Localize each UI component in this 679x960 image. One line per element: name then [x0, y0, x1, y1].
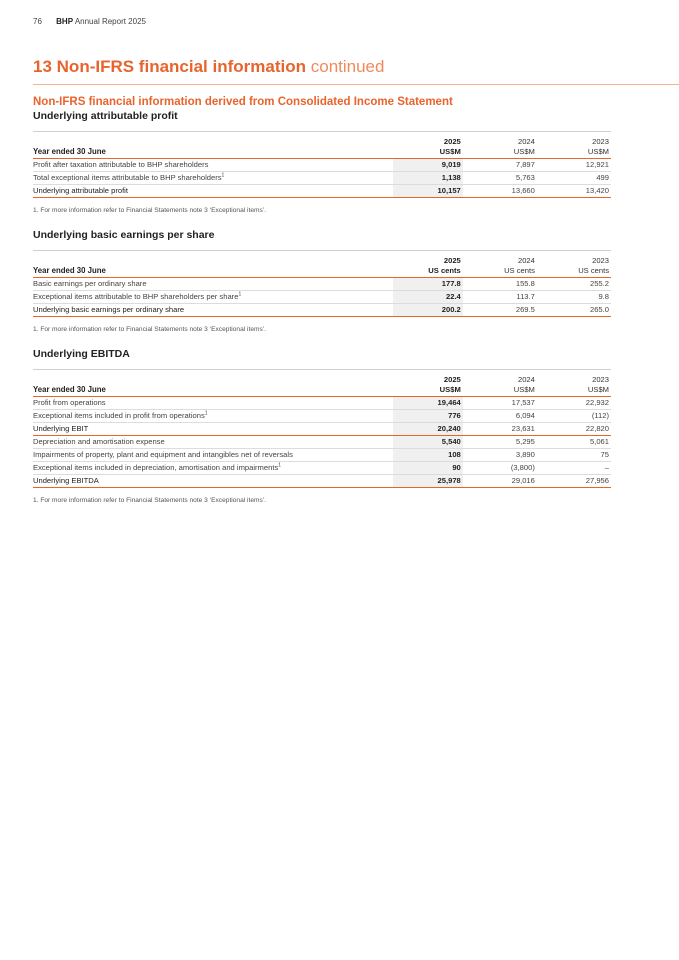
- section-title-text: Non-IFRS financial information: [56, 57, 306, 76]
- value-2023: 75: [537, 449, 611, 462]
- section-number: 13: [33, 57, 52, 76]
- page-header: [33, 17, 146, 26]
- value-2025: 90: [393, 462, 463, 475]
- total-row: [33, 304, 611, 317]
- value-2025: 177.8: [393, 278, 463, 291]
- value-2025: 1,138: [393, 172, 463, 185]
- row-label: Basic earnings per ordinary share: [33, 278, 393, 291]
- page-subtitle: Non-IFRS financial information derived from Consolidated Income Statement: [33, 96, 453, 108]
- column-label: Year ended 30 June: [33, 146, 106, 156]
- table-header-row: [33, 375, 611, 396]
- report-name: Annual Report 2025: [74, 17, 146, 26]
- value-2025: 20,240: [393, 423, 463, 436]
- total-row: [33, 475, 611, 488]
- value-2024: 23,631: [463, 423, 537, 436]
- row-label: Underlying basic earnings per ordinary share: [33, 304, 393, 317]
- value-2025: 25,978: [393, 475, 463, 488]
- value-2024: 7,897: [463, 159, 537, 172]
- table-header-row: [33, 137, 611, 158]
- value-2024: 13,660: [463, 185, 537, 198]
- table-row: [33, 410, 611, 423]
- column-header-2025: 2025 US$M: [439, 137, 461, 156]
- page-number: 76: [33, 17, 42, 26]
- row-label: Depreciation and amortisation expense: [33, 436, 393, 449]
- row-label: Profit from operations: [33, 397, 393, 410]
- value-2024: 6,094: [463, 410, 537, 423]
- value-2025: 108: [393, 449, 463, 462]
- value-2025: 19,464: [393, 397, 463, 410]
- value-2024: 5,763: [463, 172, 537, 185]
- row-label: Underlying EBIT: [33, 423, 393, 436]
- value-2024: 113.7: [463, 291, 537, 304]
- row-label: Exceptional items included in profit from operations$^1$: [33, 410, 393, 423]
- footnote-ref: 1: [221, 172, 225, 179]
- value-2024: 29,016: [463, 475, 537, 488]
- table-row: [33, 159, 611, 172]
- column-header-2024: 2024 US$M: [513, 137, 535, 156]
- value-2023: 255.2: [537, 278, 611, 291]
- value-2023: 499: [537, 172, 611, 185]
- table-row: [33, 172, 611, 185]
- table-title: Underlying basic earnings per share: [33, 229, 215, 241]
- value-2025: 9,019: [393, 159, 463, 172]
- table-row: [33, 436, 611, 449]
- value-2023: 22,932: [537, 397, 611, 410]
- value-2023: 5,061: [537, 436, 611, 449]
- section-title: [33, 57, 384, 77]
- column-header-2023: 2023 US$M: [587, 137, 609, 156]
- column-label: Year ended 30 June: [33, 265, 106, 275]
- value-2023: (112): [537, 410, 611, 423]
- page-content: [33, 95, 611, 505]
- table-title: Underlying attributable profit: [33, 110, 178, 122]
- value-2025: 22.4: [393, 291, 463, 304]
- table-row: [33, 397, 611, 410]
- attributable-profit-table: [33, 131, 611, 198]
- footnote: 1. For more information refer to Financial Statements note 3 ‘Exceptional items’.: [33, 326, 267, 333]
- section-continued: continued: [310, 57, 385, 76]
- value-2023: 22,820: [537, 423, 611, 436]
- brand-name: BHP: [56, 17, 74, 26]
- row-label: Exceptional items included in depreciation, amortisation and impairments$^1$: [33, 462, 393, 475]
- value-2023: 9.8: [537, 291, 611, 304]
- row-label: Impairments of property, plant and equipment and intangibles net of reversals: [33, 449, 393, 462]
- table-row: [33, 462, 611, 475]
- title-divider: [33, 84, 679, 85]
- value-2025: 10,157: [393, 185, 463, 198]
- value-2025: 776: [393, 410, 463, 423]
- total-row: [33, 185, 611, 198]
- value-2023: 13,420: [537, 185, 611, 198]
- footnote-ref: 1: [278, 462, 282, 469]
- row-label: Profit after taxation attributable to BHP shareholders: [33, 159, 393, 172]
- value-2024: 5,295: [463, 436, 537, 449]
- ebitda-table: [33, 369, 611, 488]
- row-label: Exceptional items attributable to BHP shareholders per share$^1$: [33, 291, 393, 304]
- value-2023: 27,956: [537, 475, 611, 488]
- column-header-2025: 2025 US cents: [428, 256, 461, 275]
- column-header-2024: 2024 US$M: [513, 375, 535, 394]
- value-2025: 5,540: [393, 436, 463, 449]
- table-row: [33, 291, 611, 304]
- table-row: [33, 278, 611, 291]
- footnote-ref: 1: [238, 291, 242, 298]
- table-title: Underlying EBITDA: [33, 348, 130, 360]
- value-2023: 12,921: [537, 159, 611, 172]
- table-row: [33, 449, 611, 462]
- value-2023: 265.0: [537, 304, 611, 317]
- column-header-2025: 2025 US$M: [439, 375, 461, 394]
- row-label: Underlying EBITDA: [33, 475, 393, 488]
- subtotal-row: [33, 423, 611, 436]
- table-header-row: [33, 256, 611, 277]
- value-2024: (3,800): [463, 462, 537, 475]
- footnote: 1. For more information refer to Financial Statements note 3 ‘Exceptional items’.: [33, 497, 267, 504]
- value-2023: –: [537, 462, 611, 475]
- row-label: Underlying attributable profit: [33, 185, 393, 198]
- column-label: Year ended 30 June: [33, 384, 106, 394]
- row-label: Total exceptional items attributable to BHP shareholders$^1$: [33, 172, 393, 185]
- footnote: 1. For more information refer to Financial Statements note 3 ‘Exceptional items’.: [33, 207, 267, 214]
- footnote-ref: 1: [204, 410, 208, 417]
- column-header-2024: 2024 US cents: [504, 256, 535, 275]
- value-2025: 200.2: [393, 304, 463, 317]
- column-header-2023: 2023 US cents: [578, 256, 609, 275]
- value-2024: 17,537: [463, 397, 537, 410]
- value-2024: 269.5: [463, 304, 537, 317]
- value-2024: 155.8: [463, 278, 537, 291]
- value-2024: 3,890: [463, 449, 537, 462]
- earnings-per-share-table: [33, 250, 611, 317]
- column-header-2023: 2023 US$M: [587, 375, 609, 394]
